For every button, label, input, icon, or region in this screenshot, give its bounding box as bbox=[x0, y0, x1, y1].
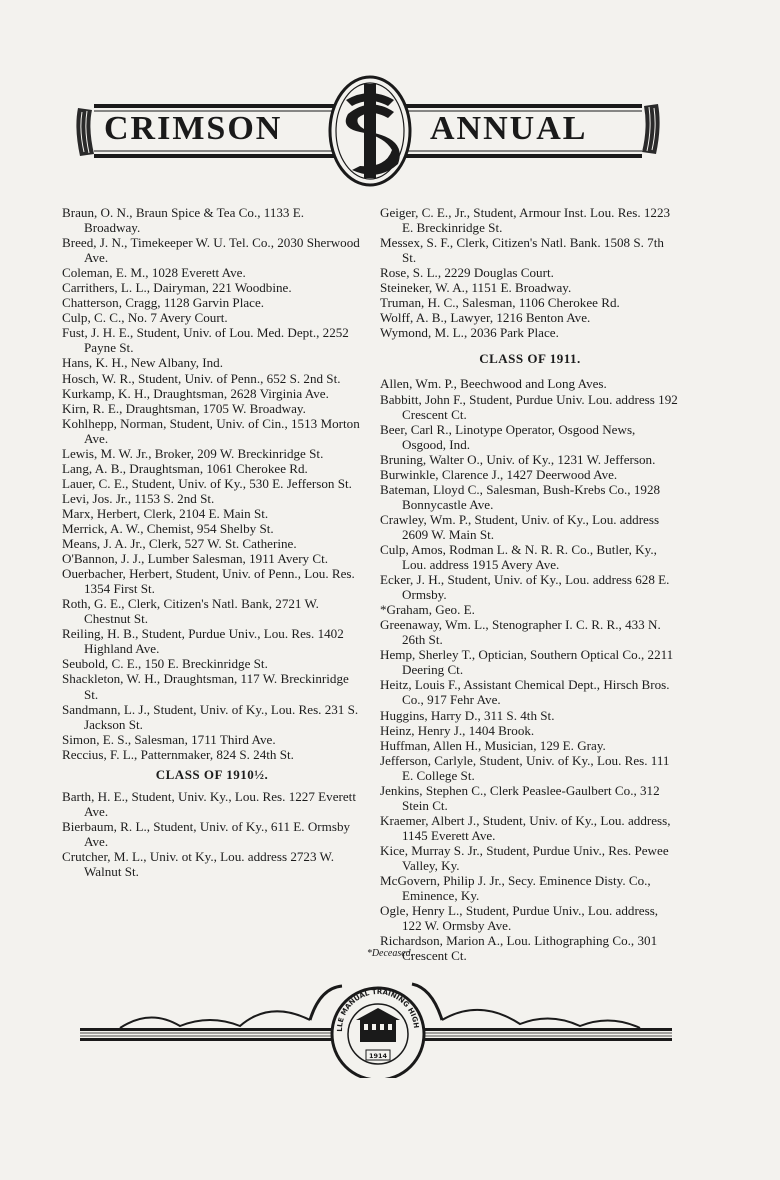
directory-entry: Greenaway, Wm. L., Stenographer I. C. R. R., 433 N. 26th St. bbox=[380, 617, 661, 648]
left-column bbox=[62, 205, 362, 879]
directory-entry: Lauer, C. E., Student, Univ. of Ky., 530 E. Jefferson St. bbox=[62, 475, 352, 491]
directory-entry: Levi, Jos. Jr., 1153 S. 2nd St. bbox=[62, 490, 215, 506]
directory-entry: Breed, J. N., Timekeeper W. U. Tel. Co., 2030 Sherwood Ave. bbox=[62, 235, 360, 266]
directory-entry: Bierbaum, R. L., Student, Univ. of Ky., 611 E. Ormsby Ave. bbox=[62, 818, 351, 849]
header-title-annual: ANNUAL bbox=[430, 110, 588, 147]
directory-entry: Babbitt, John F., Student, Purdue Univ. Lou. address 192 Crescent Ct. bbox=[380, 391, 678, 422]
directory-entry: Lang, A. B., Draughtsman, 1061 Cherokee Rd. bbox=[62, 460, 308, 476]
directory-entry: Jenkins, Stephen C., Clerk Peaslee-Gaulbert Co., 312 Stein Ct. bbox=[380, 782, 660, 813]
footer-seal-ornament bbox=[80, 968, 672, 1078]
header-title-crimson: CRIMSON bbox=[104, 110, 283, 147]
directory-entry: Fust, J. H. E., Student, Univ. of Lou. Med. Dept., 2252 Payne St. bbox=[62, 325, 349, 356]
directory-entry: Ogle, Henry L., Student, Purdue Univ., Lou. address, 122 W. Ormsby Ave. bbox=[380, 903, 659, 934]
directory-entry: Braun, O. N., Braun Spice & Tea Co., 1133 E. Broadway. bbox=[62, 205, 305, 236]
directory-entry: McGovern, Philip J. Jr., Secy. Eminence Disty. Co., Eminence, Ky. bbox=[380, 873, 651, 904]
directory-entry: Marx, Herbert, Clerk, 2104 E. Main St. bbox=[62, 505, 269, 521]
directory-entry: Messex, S. F., Clerk, Citizen's Natl. Bank. 1508 S. 7th St. bbox=[380, 235, 664, 266]
directory-entry: Richardson, Marion A., Lou. Lithographing Co., 301 Crescent Ct. bbox=[380, 933, 658, 964]
seal-year: 1914 bbox=[368, 1052, 388, 1060]
directory-entry: Hosch, W. R., Student, Univ. of Penn., 652 S. 2nd St. bbox=[62, 370, 341, 386]
directory-entry: Bateman, Lloyd C., Salesman, Bush-Krebs Co., 1928 Bonnycastle Ave. bbox=[380, 481, 661, 512]
directory-entry: Lewis, M. W. Jr., Broker, 209 W. Breckinridge St. bbox=[62, 445, 324, 461]
directory-entry: O'Bannon, J. J., Lumber Salesman, 1911 Avery Ct. bbox=[62, 551, 329, 567]
directory-entry: Merrick, A. W., Chemist, 954 Shelby St. bbox=[62, 520, 274, 536]
directory-entry: Seubold, C. E., 150 E. Breckinridge St. bbox=[62, 656, 268, 672]
directory-entry: Heinz, Henry J., 1404 Brook. bbox=[380, 722, 535, 738]
directory-entry: Heitz, Louis F., Assistant Chemical Dept., Hirsch Bros. Co., 917 Fehr Ave. bbox=[380, 677, 670, 708]
directory-entry: Crawley, Wm. P., Student, Univ. of Ky., Lou. address 2609 W. Main St. bbox=[380, 511, 660, 542]
directory-entry: Allen, Wm. P., Beechwood and Long Aves. bbox=[380, 376, 607, 392]
directory-entry: Kirn, R. E., Draughtsman, 1705 W. Broadway. bbox=[62, 400, 306, 416]
directory-entry: Ouerbacher, Herbert, Student, Univ. of Penn., Lou. Res. 1354 First St. bbox=[62, 566, 355, 597]
directory-entry: Wolff, A. B., Lawyer, 1216 Benton Ave. bbox=[380, 310, 591, 326]
directory-entry: Hans, K. H., New Albany, Ind. bbox=[62, 355, 223, 371]
directory-entry: Barth, H. E., Student, Univ. Ky., Lou. Res. 1227 Everett Ave. bbox=[62, 788, 356, 819]
directory-entry: Chatterson, Cragg, 1128 Garvin Place. bbox=[62, 295, 265, 311]
directory-entry: *Graham, Geo. E. bbox=[380, 602, 475, 618]
directory-entry: Bruning, Walter O., Univ. of Ky., 1231 W. Jefferson. bbox=[380, 451, 656, 467]
directory-entry: Sandmann, L. J., Student, Univ. of Ky., Lou. Res. 231 S. Jackson St. bbox=[62, 701, 359, 732]
directory-entry: Wymond, M. L., 2036 Park Place. bbox=[380, 325, 559, 341]
directory-entry: Means, J. A. Jr., Clerk, 527 W. St. Catherine. bbox=[62, 536, 297, 552]
directory-entry: Burwinkle, Clarence J., 1427 Deerwood Ave. bbox=[380, 466, 618, 482]
directory-entry: Crutcher, M. L., Univ. ot Ky., Lou. address 2723 W. Walnut St. bbox=[62, 848, 334, 880]
class-heading-1911: CLASS OF 1911. bbox=[479, 351, 581, 367]
directory-entry: Geiger, C. E., Jr., Student, Armour Inst. Lou. Res. 1223 E. Breckinridge St. bbox=[380, 205, 671, 236]
directory-entry: Reiling, H. B., Student, Purdue Univ., Lou. Res. 1402 Highland Ave. bbox=[62, 626, 344, 657]
directory-entry: Hemp, Sherley T., Optician, Southern Optical Co., 2211 Deering Ct. bbox=[380, 647, 674, 678]
crimson-annual-header bbox=[72, 70, 664, 196]
directory-entry: Steineker, W. A., 1151 E. Broadway. bbox=[380, 280, 572, 296]
right-column bbox=[380, 205, 680, 963]
directory-entry: Beer, Carl R., Linotype Operator, Osgood News, Osgood, Ind. bbox=[380, 421, 636, 452]
directory-entry: Carrithers, L. L., Dairyman, 221 Woodbine. bbox=[62, 280, 292, 296]
directory-entry: Kice, Murray S. Jr., Student, Purdue Univ., Res. Pewee Valley, Ky. bbox=[380, 842, 669, 873]
directory-entry: Shackleton, W. H., Draughtsman, 117 W. Breckinridge St. bbox=[62, 671, 349, 702]
directory-entry: Kohlhepp, Norman, Student, Univ. of Cin., 1513 Morton Ave. bbox=[62, 415, 360, 446]
directory-entry: Culp, Amos, Rodman L. & N. R. R. Co., Butler, Ky., Lou. address 1915 Avery Ave. bbox=[380, 541, 657, 573]
directory-entry: Kraemer, Albert J., Student, Univ. of Ky., Lou. address, 1145 Everett Ave. bbox=[380, 812, 671, 843]
directory-entry: Reccius, F. L., Patternmaker, 824 S. 24th St. bbox=[62, 746, 294, 762]
directory-entry: Simon, E. S., Salesman, 1711 Third Ave. bbox=[62, 731, 276, 747]
directory-entry: Coleman, E. M., 1028 Everett Ave. bbox=[62, 265, 246, 281]
directory-entry: Ecker, J. H., Student, Univ. of Ky., Lou. address 628 E. Ormsby. bbox=[380, 572, 670, 603]
directory-entry: Huffman, Allen H., Musician, 129 E. Gray. bbox=[380, 737, 606, 753]
footer-ornament bbox=[80, 968, 672, 1078]
directory-entry: Truman, H. C., Salesman, 1106 Cherokee Rd. bbox=[380, 295, 620, 311]
directory-entry: Rose, S. L., 2229 Douglas Court. bbox=[380, 265, 554, 281]
directory-entry: Kurkamp, K. H., Draughtsman, 2628 Virginia Ave. bbox=[62, 385, 329, 401]
directory-entry: Jefferson, Carlyle, Student, Univ. of Ky., Lou. Res. 111 E. College St. bbox=[380, 752, 670, 783]
directory-entry: Huggins, Harry D., 311 S. 4th St. bbox=[380, 707, 555, 723]
class-heading-1910-half: CLASS OF 1910½. bbox=[155, 766, 269, 782]
directory-entry: Culp, C. C., No. 7 Avery Court. bbox=[62, 310, 228, 326]
seal-ring-text: LLE MANUAL TRAINING HIGH bbox=[335, 987, 421, 1032]
deceased-footnote: *Deceased. bbox=[366, 948, 414, 959]
directory-entry: Roth, G. E., Clerk, Citizen's Natl. Bank, 2721 W. Chestnut St. bbox=[62, 596, 319, 627]
